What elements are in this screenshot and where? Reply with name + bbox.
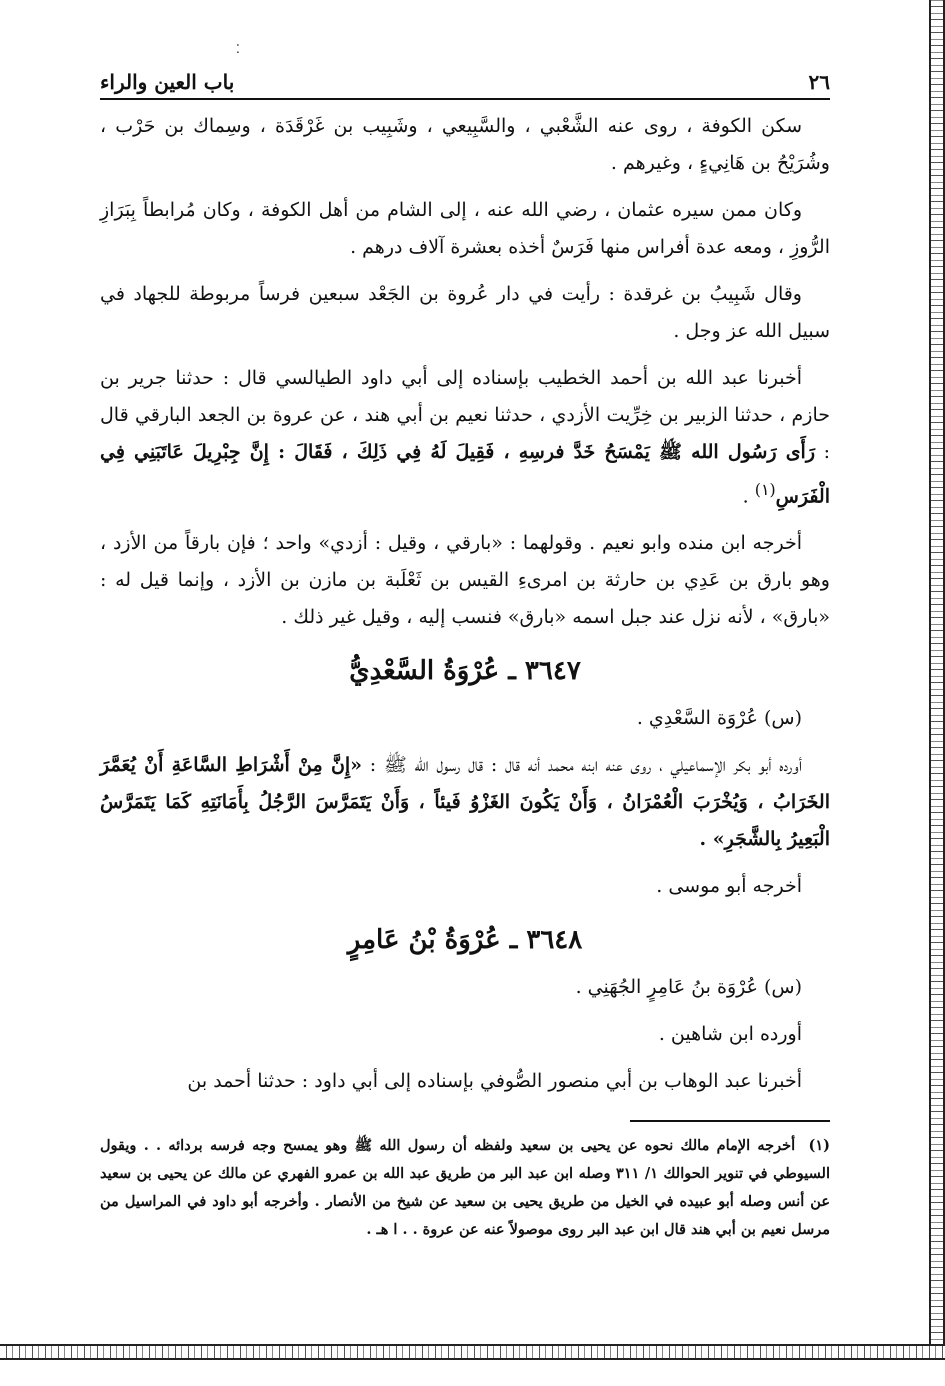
footnote bbox=[100, 1132, 830, 1244]
paragraph-5: أخرجه ابن منده وابو نعيم . وقولهما : «بارقي ، وقيل : أزدي» واحد ؛ فإن بارقاً من الأزد ، وهو بارق بن عَدِي بن حارثة بن امرىءِ القيس بن ثَعْلَبة بن مازن بن الأزد ، وإنما قيل له : «بارق» ، لأنه نزل عند جبل اسمه «بارق» فنسب إليه ، وقيل غير ذلك . bbox=[100, 532, 830, 629]
paragraph-8: أورده ابن شاهين . bbox=[658, 1023, 802, 1046]
footnote-separator bbox=[630, 1120, 830, 1122]
footnote-number: (١) bbox=[808, 1137, 830, 1155]
chapter-title: باب العين والراء bbox=[100, 70, 235, 94]
hadith-text: رَأَى رَسُول الله ﷺ يَمْسَحُ خَدَّ فرسِهِ ، فَقِيلَ لَهُ فِي ذَلِكَ ، فَقَالَ : إِنَّ جِبْرِيلَ عَاتَبَنِي فِي الْفَرَسِ bbox=[100, 441, 830, 508]
entry-heading-3647: ٣٦٤٧ ـ عُرْوَةُ السَّعْدِيُّ bbox=[349, 656, 581, 687]
hadith-text-2: «إِنَّ مِنْ أَشْرَاطِ السَّاعَةِ أَنْ يُعَمَّرَ الخَرَابُ ، وَيُخْرَبَ الْعُمْرَانُ ، وَأَنْ يَكُونَ الغَزْوُ فَيئاً ، وَأَنْ يَتَمَرَّسَ الرَّجُلُ بِأَمَانَتِهِ كَمَا يَتَمَرَّسُ الْبَعِيرُ بِالشَّجَرِ» . bbox=[100, 754, 830, 851]
isnad-text: أخبرنا عبد الله بن أحمد الخطيب بإسناده إلى أبي داود الطيالسي قال : حدثنا جرير بن حازم ، حدثنا الزبير بن خِرِّيت الأزدي ، حدثنا نعيم بن أبي هند ، عن عروة بن الجعد البارقي قال : bbox=[100, 367, 831, 463]
narration-intro: أورده أبو بكر الإسماعيلي ، روى عنه ابنه محمد أنه قال : قال رسول الله ﷺ : bbox=[369, 754, 802, 777]
paragraph-4: أخبرنا عبد الله بن أحمد الخطيب بإسناده إلى أبي داود الطيالسي قال : حدثنا جرير بن حازم ، حدثنا الزبير بن خِرِّيت الأزدي ، حدثنا نعيم بن أبي هند ، عن عروة بن الجعد البارقي قال : رَأَى رَسُول الله ﷺ يَمْسَحُ خَدَّ فرسِهِ ، فَقِيلَ لَهُ فِي ذَلِكَ ، فَقَالَ : إِنَّ جِبْرِيلَ عَاتَبَنِي فِي الْفَرَسِ$^{(١)}$ . bbox=[100, 367, 831, 508]
paragraph-6 bbox=[100, 747, 830, 858]
page-border-bottom bbox=[0, 1344, 945, 1360]
footnote-ref: (١) bbox=[754, 480, 776, 499]
book-page bbox=[100, 60, 830, 1244]
scan-speck: ⁚ bbox=[236, 42, 240, 56]
entry-heading-3648: ٣٦٤٨ ـ عُرْوَةُ بْنُ عَامِرٍ bbox=[347, 925, 583, 956]
footnote-text: أخرجه الإمام مالك نحوه عن يحيى بن سعيد ولفظه أن رسول الله ﷺ وهو يمسح وجه فرسه بردائه . . ويقول السيوطي في تنوير الحوالك ١/ ٣١١ وصله ابن عبد البر من طريق عبد الله بن عمرو الفهري عن مالك عن يحيى بن سعيد عن أنس وصله أبو عبيده في الخيل من طريق يحيى بن سعيد عن شيخ من الأنصار . وأخرجه أبو داود في المراسيل من مرسل نعيم بن أبي هند قال ابن عبد البر روى موصولاً عنه عن عروة . . ا هـ . bbox=[100, 1137, 830, 1239]
paragraph-2: وكان ممن سيره عثمان ، رضي الله عنه ، إلى الشام من أهل الكوفة ، وكان مُرابطاً بِبَرَازِ الرُّوزِ ، ومعه عدة أفراس منها فَرَسٌ أخذه بعشرة آلاف درهم . bbox=[100, 199, 830, 258]
paragraph-9: أخبرنا عبد الوهاب بن أبي منصور الصُّوفي بإسناده إلى أبي داود : حدثنا أحمد بن bbox=[187, 1070, 802, 1093]
paragraph-7: أخرجه أبو موسى . bbox=[656, 875, 802, 898]
running-header bbox=[100, 60, 830, 100]
paragraph-1: سكن الكوفة ، روى عنه الشَّعْبي ، والسَّبِيعي ، وشَبِيب بن غَرْقَدَة ، وسِماك بن حَرْب ، وشُرَيْحُ بن هَانِيءٍ ، وغيرهم . bbox=[100, 115, 830, 174]
page-number: ٢٦ bbox=[808, 70, 830, 94]
entry-code-3648: (س) عُرْوَة بنُ عَامِرٍ الجُهَنِي . bbox=[575, 976, 802, 999]
entry-code-3647: (س) عُرْوَة السَّعْدِي . bbox=[636, 707, 802, 730]
paragraph-3: وقال شَبِيبُ بن غرقدة : رأيت في دار عُروة بن الجَعْد سبعين فرساً مربوطة للجهاد في سبيل الله عز وجل . bbox=[100, 283, 830, 342]
page-border-right bbox=[929, 0, 945, 1352]
